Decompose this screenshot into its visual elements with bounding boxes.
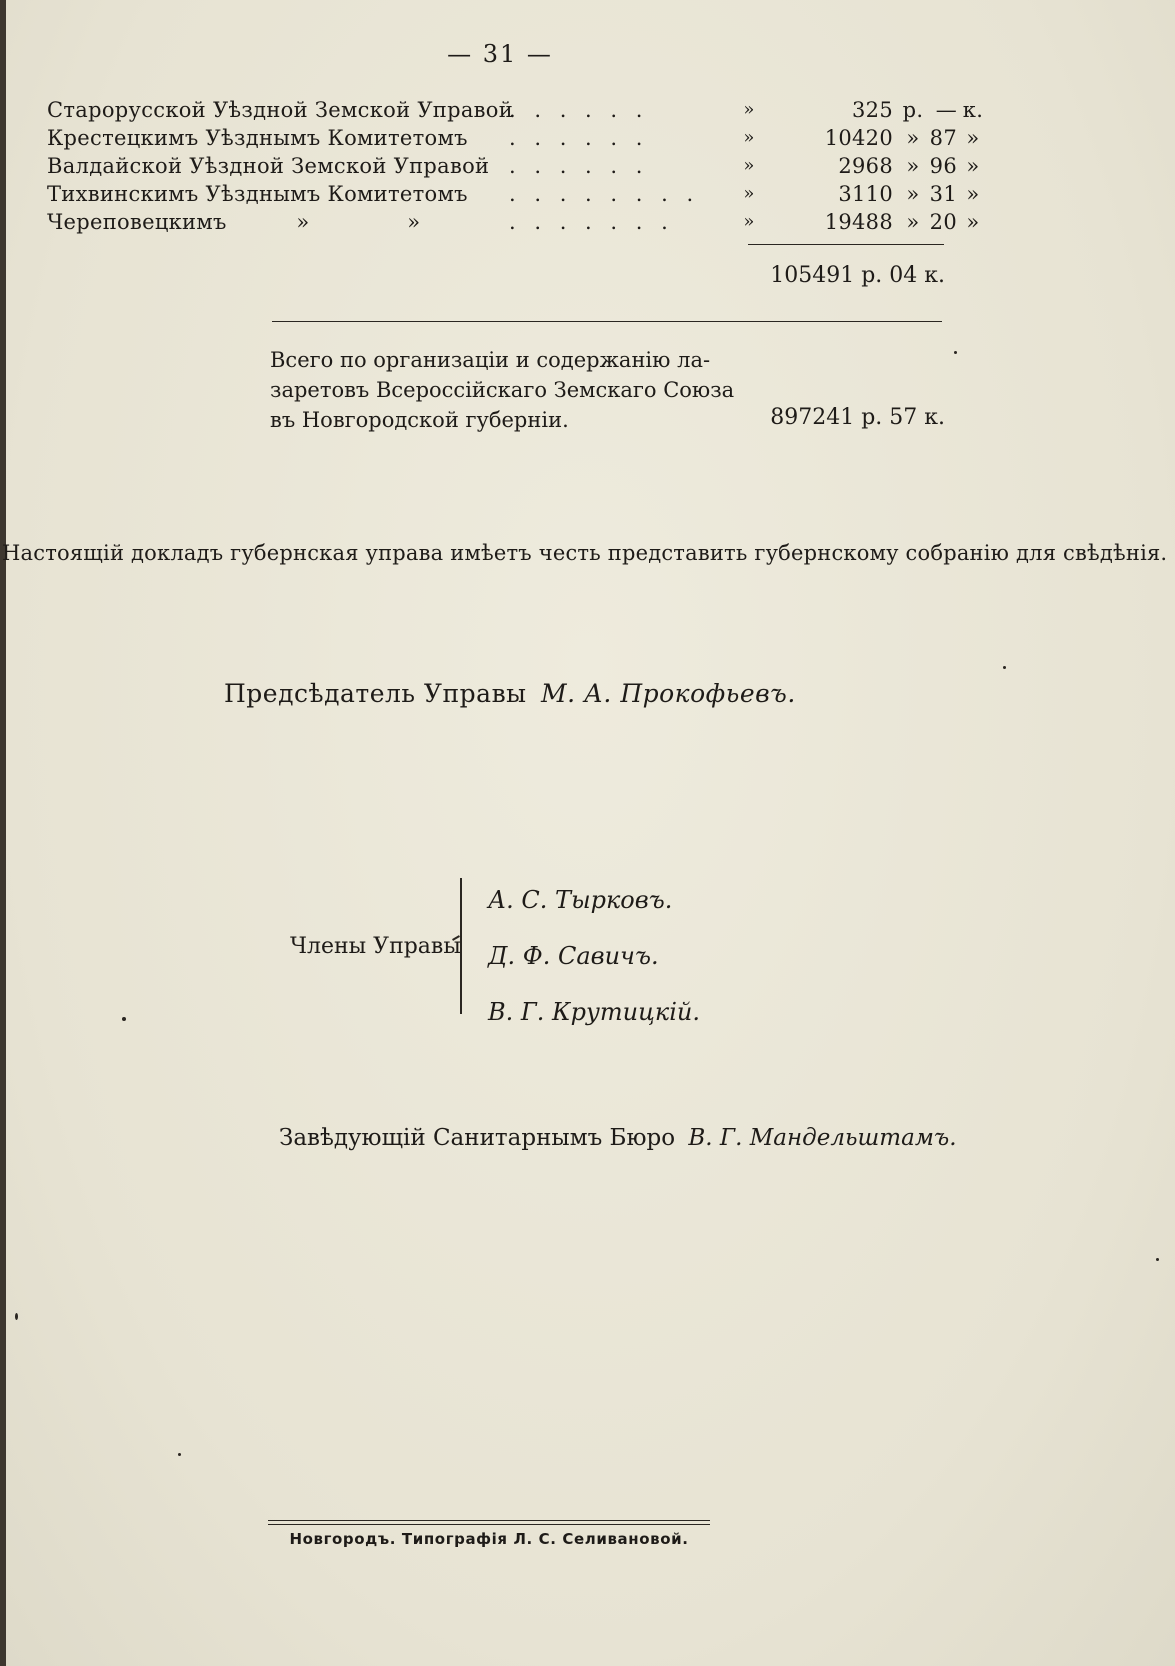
ledger-row-kop-unit: » xyxy=(966,126,980,150)
total-label-line: Всего по организаціи и содержанію ла- xyxy=(270,348,711,372)
scan-speck xyxy=(1156,1258,1159,1261)
ledger-row-quote: » xyxy=(743,155,755,176)
page-number: — 31 — xyxy=(447,40,553,68)
members-title: Члены Управы xyxy=(290,934,461,959)
total-amount: 897241 р. 57 к. xyxy=(770,405,945,430)
total-label-line: заретовъ Всероссійскаго Земскаго Союза xyxy=(270,378,735,402)
printer-imprint: Новгородъ. Типографія Л. С. Селивановой. xyxy=(289,1530,689,1548)
imprint-rule xyxy=(268,1524,710,1525)
scan-speck xyxy=(122,1017,126,1021)
ledger-row-kop: 96 xyxy=(929,154,957,178)
ledger-row-quote: » xyxy=(743,127,755,148)
ledger-row-amount: 3110 xyxy=(838,182,893,206)
ledger-row-quote: » xyxy=(743,183,755,204)
ledger-row-quote: » xyxy=(743,99,755,120)
subtotal-amount: 105491 р. 04 к. xyxy=(770,263,945,288)
total-label-line: въ Новгородской губерніи. xyxy=(270,408,569,432)
ledger-row-name: Старорусской Уѣздной Земской Управой xyxy=(47,98,514,122)
ledger-row-name: Валдайской Уѣздной Земской Управой xyxy=(47,154,490,178)
member-signature: А. С. Тырковъ. xyxy=(488,886,673,914)
ledger-row-name: Крестецкимъ Уѣзднымъ Комитетомъ xyxy=(47,126,468,150)
ledger-row-amount: 2968 xyxy=(838,154,893,178)
scan-speck xyxy=(178,1453,181,1456)
section-divider xyxy=(272,321,942,322)
ledger-row-dots: . . . . . . xyxy=(509,126,649,150)
ledger-row-amount: 19488 xyxy=(824,210,893,234)
ledger-row-kop: — xyxy=(935,98,957,122)
bureau-line xyxy=(279,1125,957,1151)
chairman-title: Предсѣдатель Управы xyxy=(224,679,527,708)
ledger-row-rub-unit: » xyxy=(906,154,920,178)
ledger-row-kop: 87 xyxy=(929,126,957,150)
ledger-row-amount: 10420 xyxy=(824,126,893,150)
report-statement: Настоящій докладъ губернская управа имѣетъ честь представить губернскому собранію для свѣдѣнія. xyxy=(2,541,1168,565)
ledger-table xyxy=(47,96,984,236)
ledger-row-rub-unit: » xyxy=(906,182,920,206)
ledger-row xyxy=(47,96,984,124)
ledger-row-kop: 20 xyxy=(929,210,957,234)
page-edge xyxy=(0,0,6,1666)
member-signature: Д. Ф. Савичъ. xyxy=(488,942,659,970)
scan-speck xyxy=(15,1313,18,1320)
ledger-row-rub-unit: » xyxy=(906,210,920,234)
ledger-row-kop-unit: » xyxy=(966,182,980,206)
ledger-row-rub-unit: р. xyxy=(902,98,924,122)
ledger-row-kop: 31 xyxy=(929,182,957,206)
ledger-row-amount: 325 xyxy=(852,98,893,122)
ledger-row xyxy=(47,124,980,152)
scan-speck xyxy=(1003,666,1006,669)
ledger-row xyxy=(47,152,980,180)
ledger-row-dots: . . . . . . xyxy=(509,154,649,178)
ledger-row xyxy=(47,180,980,208)
ledger-row-name: Тихвинскимъ Уѣзднымъ Комитетомъ xyxy=(47,182,468,206)
ledger-row-kop-unit: » xyxy=(966,154,980,178)
bureau-signature: В. Г. Мандельштамъ. xyxy=(688,1125,957,1151)
imprint-rule xyxy=(268,1520,710,1521)
chairman-line xyxy=(224,679,796,708)
ledger-row xyxy=(47,208,980,236)
chairman-signature: М. А. Прокофьевъ. xyxy=(541,679,796,708)
members-brace xyxy=(460,878,472,1014)
ledger-row-dots: . . . . . . xyxy=(509,98,649,122)
total-label xyxy=(270,345,735,435)
ledger-row-dots: . . . . . . . xyxy=(509,210,674,234)
ledger-row-quote: » xyxy=(743,211,755,232)
bureau-title: Завѣдующій Санитарнымъ Бюро xyxy=(279,1125,676,1151)
members-list xyxy=(488,872,700,1040)
ledger-row-kop-unit: к. xyxy=(962,98,984,122)
ledger-row-name: Череповецкимъ » » xyxy=(47,210,421,234)
scan-speck xyxy=(954,351,957,354)
ledger-row-dots: . . . . . . . . xyxy=(509,182,700,206)
member-signature: В. Г. Крутицкій. xyxy=(488,998,700,1026)
sum-rule xyxy=(748,244,944,245)
ledger-row-rub-unit: » xyxy=(906,126,920,150)
imprint-rules xyxy=(268,1520,710,1528)
ledger-row-kop-unit: » xyxy=(966,210,980,234)
